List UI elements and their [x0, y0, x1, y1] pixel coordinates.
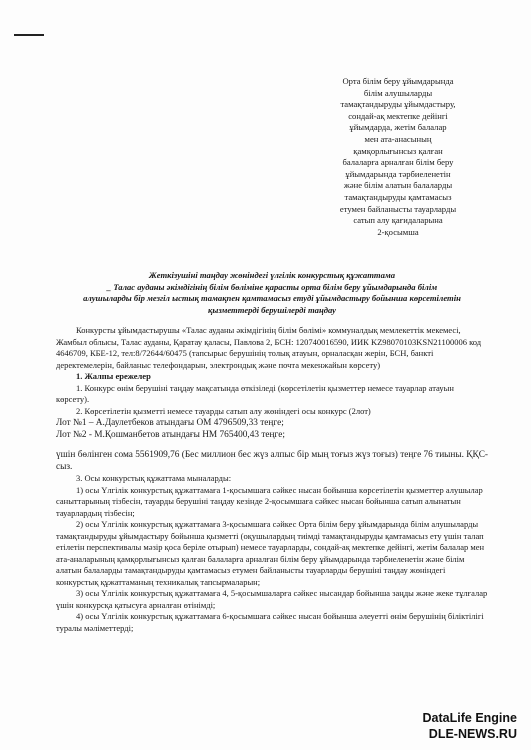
- appendix-line: және білім алатын балаларды: [343, 180, 453, 191]
- organizer-paragraph: Конкурсты ұйымдастырушы «Талас ауданы әкімдігінің білім бөлімі» коммуналдық мемлекеттік мекемесі, Жамбыл облысы, Талас ауданы, Қаратау қаласы, Павлова 2, БСН: 120740016590, ИИК KZ98070103KSN21100006 код 4646709, КБЕ-12, тел:8/72644/60475 (тапсырыс берушінің толық атауын, орналасқан жерін, БСН, банкті деректемелерін, байланыс телефондарын, электрондық және почта мекенжайын көрсету): [56, 325, 482, 370]
- appendix-number: 2-қосымша: [377, 226, 419, 237]
- section-heading: 1. Жалпы ережелер: [76, 371, 151, 381]
- appendix-note: [300, 76, 496, 238]
- title-line: алушыларды бір мезгіл ыстық тамақпен қамтамасыз етуді ұйымдастыру бойынша көрсетілетін: [83, 293, 461, 303]
- title-line: _ Талас ауданы әкімдігінің білім бөлімінe қарасты орта білім беру ұйымдарында білім: [106, 281, 438, 292]
- lot-1: Лот №1 – А.Даулетбеков атындағы ОМ 4796509,33 теңге;: [56, 418, 284, 428]
- paragraph-3: 3. Осы конкурстық құжаттама мыналарды:: [76, 473, 232, 483]
- paragraph-1: 1. Конкурс өнім берушіні таңдау мақсатында өткізіледі (көрсетілетін қызметтер немесе тауарлар атауын көрсету).: [56, 382, 454, 404]
- list-item: 3) осы Үлгілік конкурстық құжаттамаға 4, 5-қосымшаларға сәйкес нысандар бойынша заңды және жеке тұлғалар үшін конкурсқа қатысуға арналған өтінімді;: [56, 588, 488, 610]
- corner-mark: [14, 34, 44, 36]
- appendix-line: балаларға арналған білім беру: [342, 157, 454, 168]
- appendix-line: ұйымдарда, жетім балалар: [349, 122, 447, 133]
- appendix-line: ұйымдарында тәрбиеленетін: [345, 168, 451, 179]
- title-line: қызметтерді берушілерді таңдау: [208, 304, 336, 315]
- appendix-line: сатып алу қағидаларына: [353, 215, 443, 226]
- watermark-line: DataLife Engine: [422, 711, 517, 725]
- appendix-line: Орта білім беру ұйымдарында: [342, 76, 454, 86]
- appendix-line: тамақтандыруды қамтамасыз: [344, 191, 452, 202]
- document-title: [60, 270, 484, 316]
- watermark-line: DLE-NEWS.RU: [428, 727, 517, 741]
- watermark: [423, 710, 517, 742]
- amount-paragraph: үшін бөлінген сома 5561909,76 (Бес миллион бес жүз алпыс бір мың тоғыз жүз тоғыз) теңге 76 тиыны. ҚҚС-сыз.: [56, 450, 488, 472]
- appendix-line: қамқорлығынсыз қалған: [353, 145, 443, 156]
- paragraph-2: 2. Көрсетілетін қызметті немесе тауарды сатып алу жөніндегі осы конкурс (2лот): [76, 405, 371, 416]
- document-body: [56, 325, 488, 634]
- appendix-line: етумен байланысты тауарларды: [339, 203, 457, 214]
- list-item: 4) осы Үлгілік конкурстық құжаттамаға 6-қосымшаға сәйкес нысан бойынша әлеуетті өнім берушінің біліктілігі туралы мәліметтерді;: [56, 611, 484, 633]
- title-line: Жеткізушіні таңдау жөніндегі үлгілік конкурстық құжаттама: [148, 270, 396, 280]
- list-item: 1) осы Үлгілік конкурстық құжаттамаға 1-қосымшаға сәйкес нысан бойынша көрсетілетін қызметтер алушылар саныттарының тізбесін, тауарды берушіні таңдау кезінде 2-қосымшаға сәйкес нысан бойынша сатып алынатын тауарлардың тізбесін;: [56, 484, 483, 518]
- lot-2: Лот №2 - М.Қошманбетов атындағы НМ 765400,43 теңге;: [56, 430, 285, 440]
- list-item: 2) осы Үлгілік конкурстық құжаттамаға 3-қосымшаға сәйкес Орта білім беру ұйымдарында білім алушыларды тамақтандыруды ұйымдастыру бойынша қызметті (оқушылардың тиімді тамақтандыруды қамтамасыз ету үшін талап етілетін перспективалы мәзір қоса беріле отырып) немесе тауарларды, сондай-ақ мектепке дейінгі, жетім балалар мен ата-аналарының қамқорлығынсыз қалған балаларға арналған білім беру ұйымдарында тәрбиеленетін және білім алатын балаларды тамақтандыруды қамтамасыз етумен байланысты тауарларды берушіні таңдау жөніндегі конкурстық құжаттаманың техникалық тапсырмаларын;: [56, 519, 485, 587]
- appendix-line: тамақтандыруды ұйымдастыру,: [340, 99, 456, 110]
- appendix-line: білім алушыларды: [363, 87, 433, 98]
- appendix-line: мен ата-анасының: [364, 133, 432, 144]
- appendix-line: сондай-ақ мектепке дейінгі: [348, 110, 448, 121]
